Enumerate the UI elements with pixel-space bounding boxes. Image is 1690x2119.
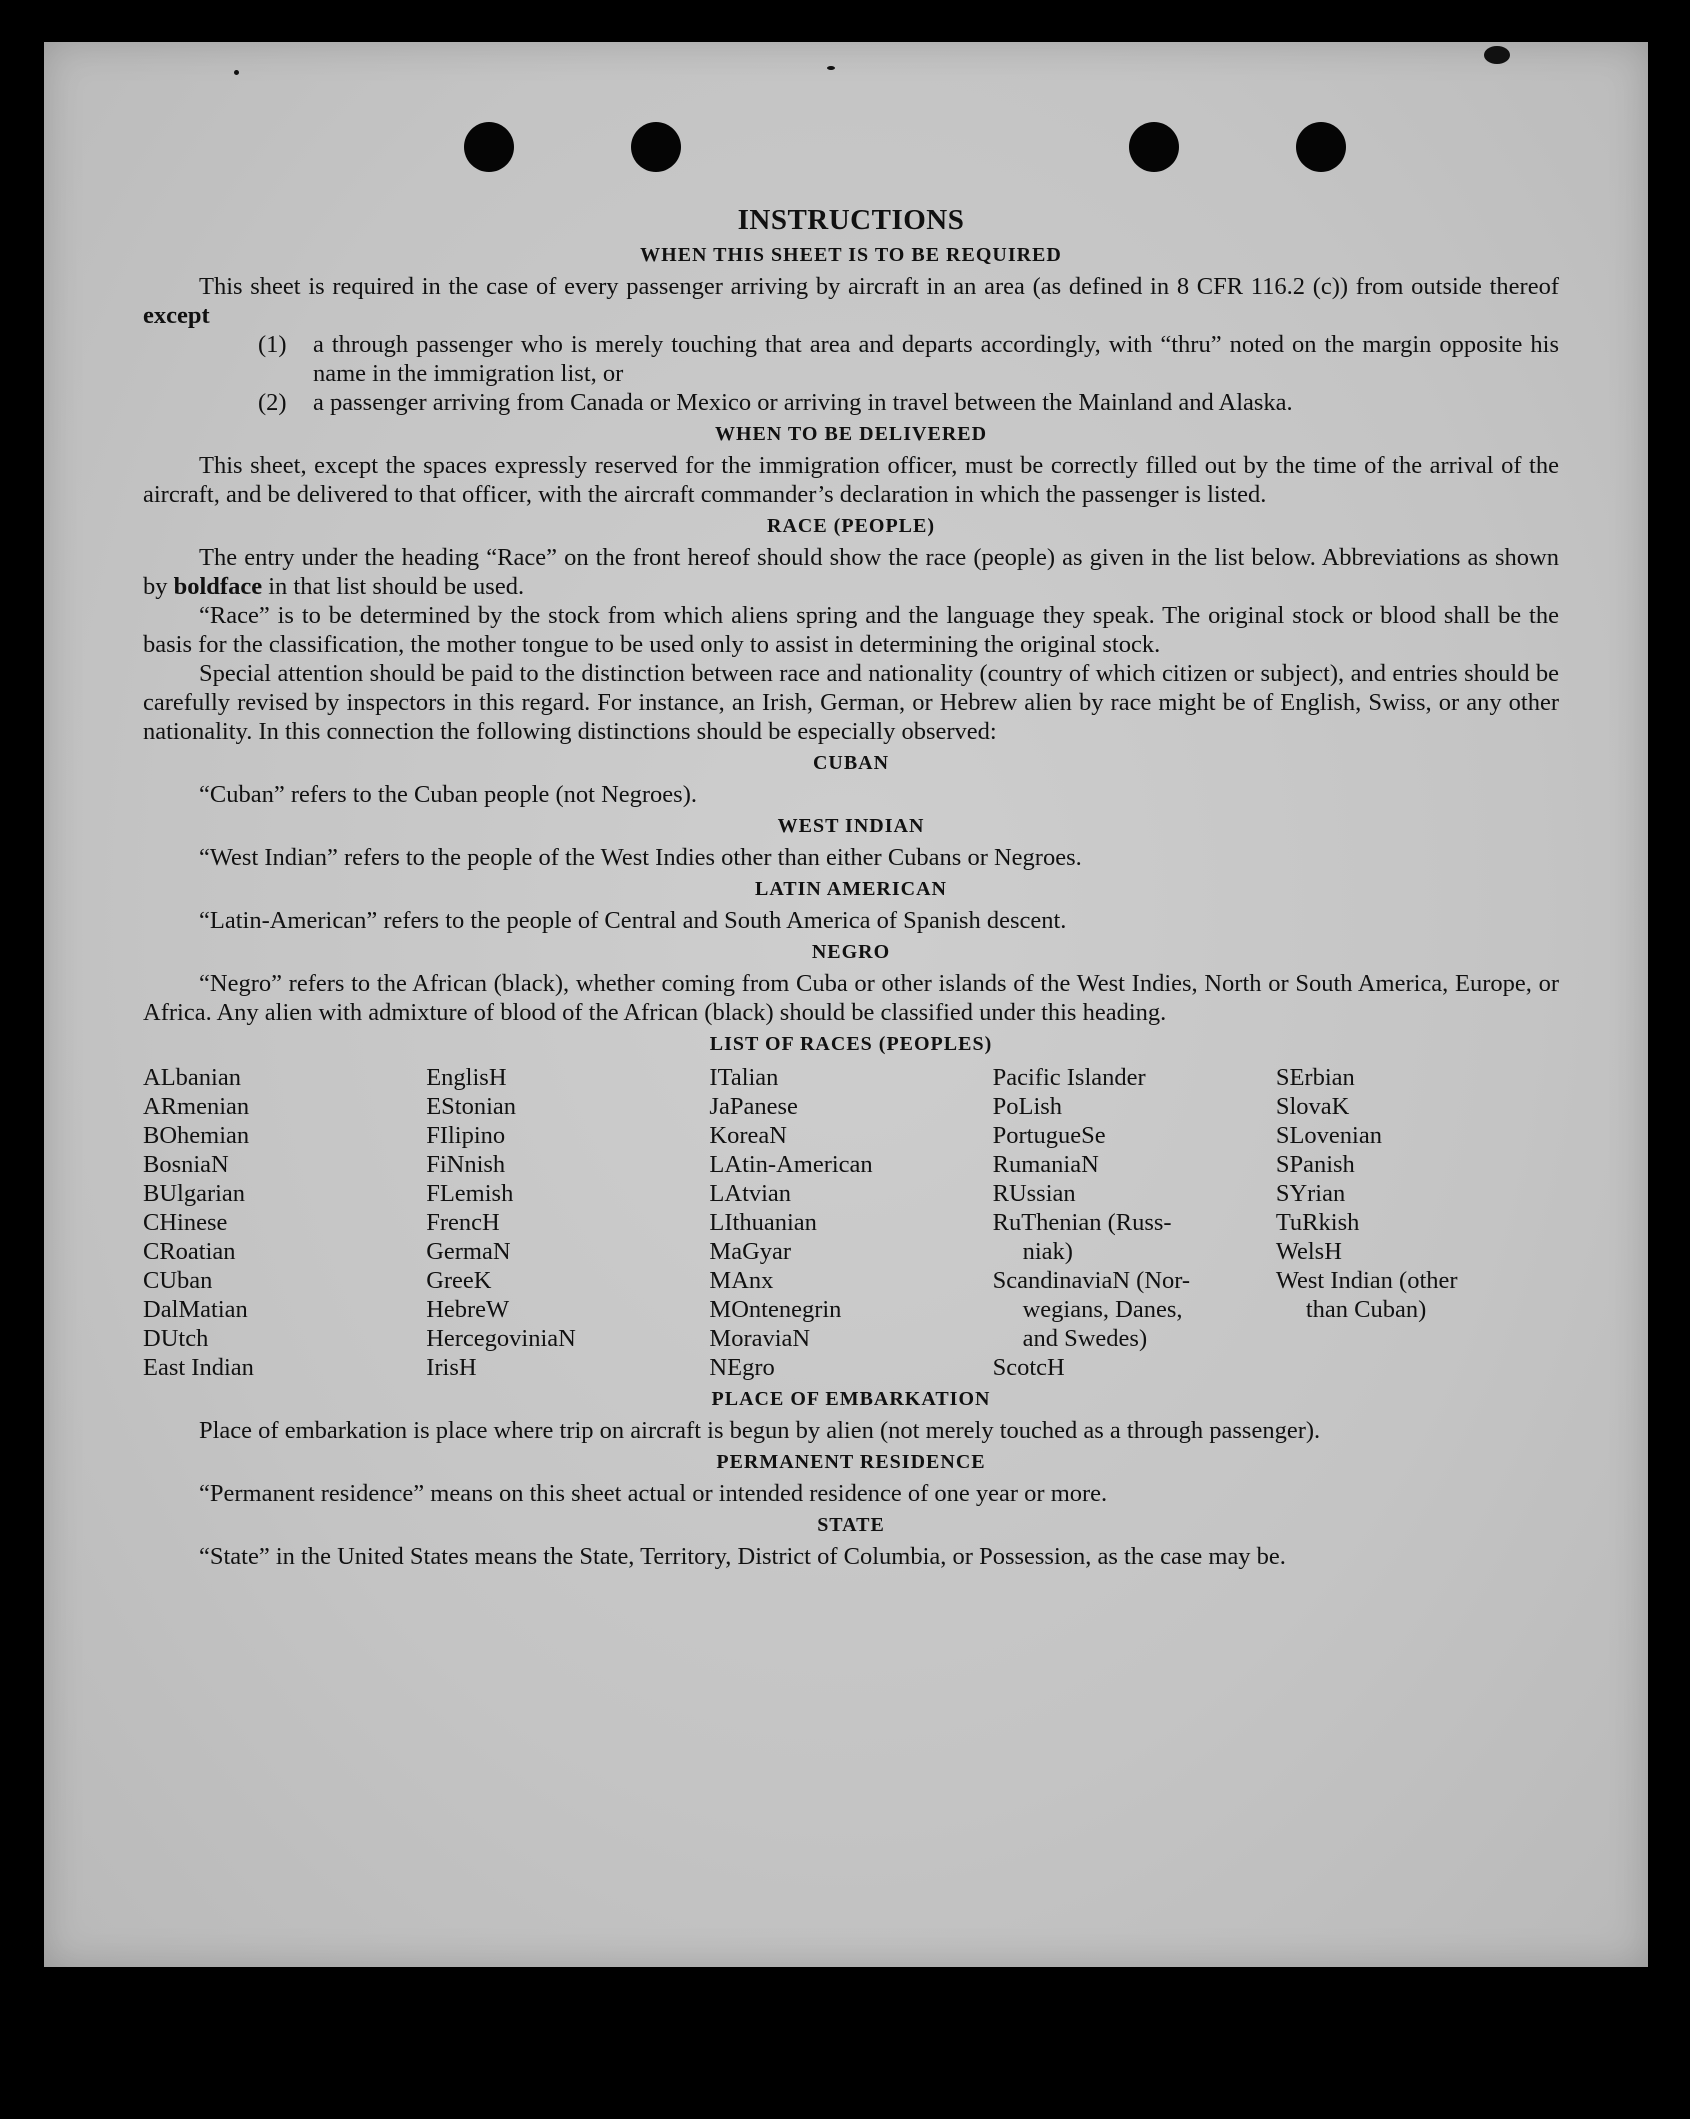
race-entry: LIthuanian (709, 1209, 817, 1236)
race-entry: GreeK (426, 1267, 492, 1294)
race-entry: WelsH (1275, 1238, 1342, 1265)
punch-hole (631, 122, 681, 172)
heading-state: STATE (817, 1514, 885, 1536)
punch-hole (1296, 122, 1346, 172)
race-entry: EStonian (426, 1093, 517, 1120)
embarkation-text: Place of embarkation is place where trip on aircraft is begun by alien (not merely touched as a through passenger). (199, 1417, 1321, 1444)
races-column-5 (1276, 1063, 1559, 1382)
race-entry: MoraviaN (709, 1325, 811, 1352)
heading-race: RACE (PEOPLE) (767, 515, 935, 537)
race-entry: KoreaN (709, 1122, 787, 1149)
race-entry-continued: and Swedes) (1022, 1325, 1148, 1352)
delivered-text: This sheet, except the spaces expressly reserved for the immigration officer, must be correctly filled out by the time of the arrival of the aircraft, and be delivered to that officer, with the aircraft commander’s declaration in which the passenger is listed. (143, 452, 1559, 508)
race-entry: Pacific Islander (992, 1064, 1146, 1091)
negro-text: “Negro” refers to the African (black), whether coming from Cuba or other islands of the West Indies, North or South America, Europe, or Africa. Any alien with admixture of blood of the African (black) should be classified under this heading. (143, 970, 1559, 1026)
required-item-1: (1) a through passenger who is merely touching that area and departs accordingly, with “thru” noted on the margin opposite his name in the immigration list, or (258, 331, 1559, 387)
state-text: “State” in the United States means the State, Territory, District of Columbia, or Possession, as the case may be. (199, 1543, 1286, 1570)
race-entry: FIlipino (426, 1122, 506, 1149)
scan-speck (827, 66, 835, 70)
race-entry: HercegoviniaN (426, 1325, 576, 1352)
race-entry: LAtvian (709, 1180, 792, 1207)
latin-american-text: “Latin-American” refers to the people of Central and South America of Spanish descent. (199, 907, 1067, 934)
punch-hole (464, 122, 514, 172)
punch-hole (1129, 122, 1179, 172)
scan-speck (1484, 46, 1510, 64)
race-entry: SLovenian (1275, 1122, 1382, 1149)
race-entry: BOhemian (143, 1122, 250, 1149)
race-entry: DalMatian (143, 1296, 248, 1323)
race-entry: FiNnish (426, 1151, 506, 1178)
race-entry: PortugueSe (992, 1122, 1106, 1149)
race-entry: BUlgarian (143, 1180, 246, 1207)
race-entry: SYrian (1275, 1180, 1346, 1207)
race-entry-continued: than Cuban) (1305, 1296, 1427, 1323)
heading-when-required: WHEN THIS SHEET IS TO BE REQUIRED (640, 244, 1062, 266)
race-entry: RumaniaN (992, 1151, 1099, 1178)
race-entry: MOntenegrin (709, 1296, 842, 1323)
heading-when-delivered: WHEN TO BE DELIVERED (714, 423, 988, 445)
race-entry: PoLish (992, 1093, 1063, 1120)
race-paragraph-2: “Race” is to be determined by the stock from which aliens spring and the language they speak. The original stock or blood shall be the basis for the classification, the mother tongue to be used only to assist in determining the original stock. (143, 602, 1559, 658)
scan-speck (234, 70, 239, 75)
race-entry: West Indian (other (1275, 1267, 1458, 1294)
race-entry: CUban (143, 1267, 213, 1294)
race-entry: HebreW (426, 1296, 510, 1323)
race-entry-continued: wegians, Danes, (1022, 1296, 1183, 1323)
races-column-2 (426, 1063, 709, 1382)
race-entry: RUssian (992, 1180, 1076, 1207)
races-column-1 (143, 1063, 426, 1382)
race-entry: TuRkish (1275, 1209, 1360, 1236)
race-entry: SErbian (1275, 1064, 1355, 1091)
required-item-2: (2) a passenger arriving from Canada or Mexico or arriving in travel between the Mainland and Alaska. (258, 389, 1293, 416)
race-entry: ScandinaviaN (Nor- (992, 1267, 1191, 1294)
race-entry: MaGyar (709, 1238, 792, 1265)
race-entry: East Indian (143, 1354, 254, 1381)
required-intro: This sheet is required in the case of every passenger arriving by aircraft in an area (as defined in 8 CFR 116.2 (c)) from outside thereof except (143, 273, 1559, 329)
heading-west-indian: WEST INDIAN (777, 815, 925, 837)
race-entry: CHinese (143, 1209, 228, 1236)
race-paragraph-1: The entry under the heading “Race” on the front hereof should show the race (people) as given in the list below. Abbreviations as shown by boldface in that list should be used. (143, 544, 1559, 600)
residence-text: “Permanent residence” means on this sheet actual or intended residence of one year or more. (199, 1480, 1108, 1507)
race-entry: IrisH (426, 1354, 477, 1381)
race-entry: GermaN (426, 1238, 511, 1265)
race-entry: CRoatian (143, 1238, 236, 1265)
race-entry: ScotcH (992, 1354, 1065, 1381)
west-indian-text: “West Indian” refers to the people of the West Indies other than either Cubans or Negroes. (199, 844, 1082, 871)
heading-latin-american: LATIN AMERICAN (755, 878, 947, 900)
race-entry: SlovaK (1275, 1093, 1350, 1120)
race-entry: LAtin-American (709, 1151, 873, 1178)
race-entry: FLemish (426, 1180, 514, 1207)
document-sheet (44, 42, 1648, 1967)
page-title: INSTRUCTIONS (737, 204, 965, 236)
race-entry: MAnx (709, 1267, 774, 1294)
heading-embarkation: PLACE OF EMBARKATION (711, 1388, 991, 1410)
instructions-content (143, 202, 1559, 1571)
races-column-4 (993, 1063, 1276, 1382)
race-entry: EnglisH (426, 1064, 507, 1091)
heading-list-of-races: LIST OF RACES (PEOPLES) (709, 1033, 993, 1055)
race-entry: DUtch (143, 1325, 209, 1352)
race-entry: RuThenian (Russ- (992, 1209, 1172, 1236)
race-entry: NEgro (709, 1354, 775, 1381)
races-list (143, 1063, 1559, 1382)
race-entry-continued: niak) (1022, 1238, 1073, 1265)
heading-permanent-residence: PERMANENT RESIDENCE (716, 1451, 986, 1473)
race-entry: SPanish (1275, 1151, 1355, 1178)
race-entry: ARmenian (143, 1093, 250, 1120)
race-entry: FrencH (426, 1209, 500, 1236)
race-entry: ALbanian (143, 1064, 241, 1091)
heading-cuban: CUBAN (812, 752, 890, 774)
race-paragraph-3: Special attention should be paid to the distinction between race and nationality (country of which citizen or subject), and entries should be carefully revised by inspectors in this regard. For instance, an Irish, German, or Hebrew alien by race might be of English, Swiss, or any other nationality. In this connection the following distinctions should be especially observed: (143, 660, 1559, 745)
races-column-3 (709, 1063, 992, 1382)
race-entry: JaPanese (709, 1093, 798, 1120)
race-entry: BosniaN (143, 1151, 229, 1178)
heading-negro: NEGRO (811, 941, 891, 963)
cuban-text: “Cuban” refers to the Cuban people (not Negroes). (199, 781, 697, 808)
race-entry: ITalian (709, 1064, 779, 1091)
